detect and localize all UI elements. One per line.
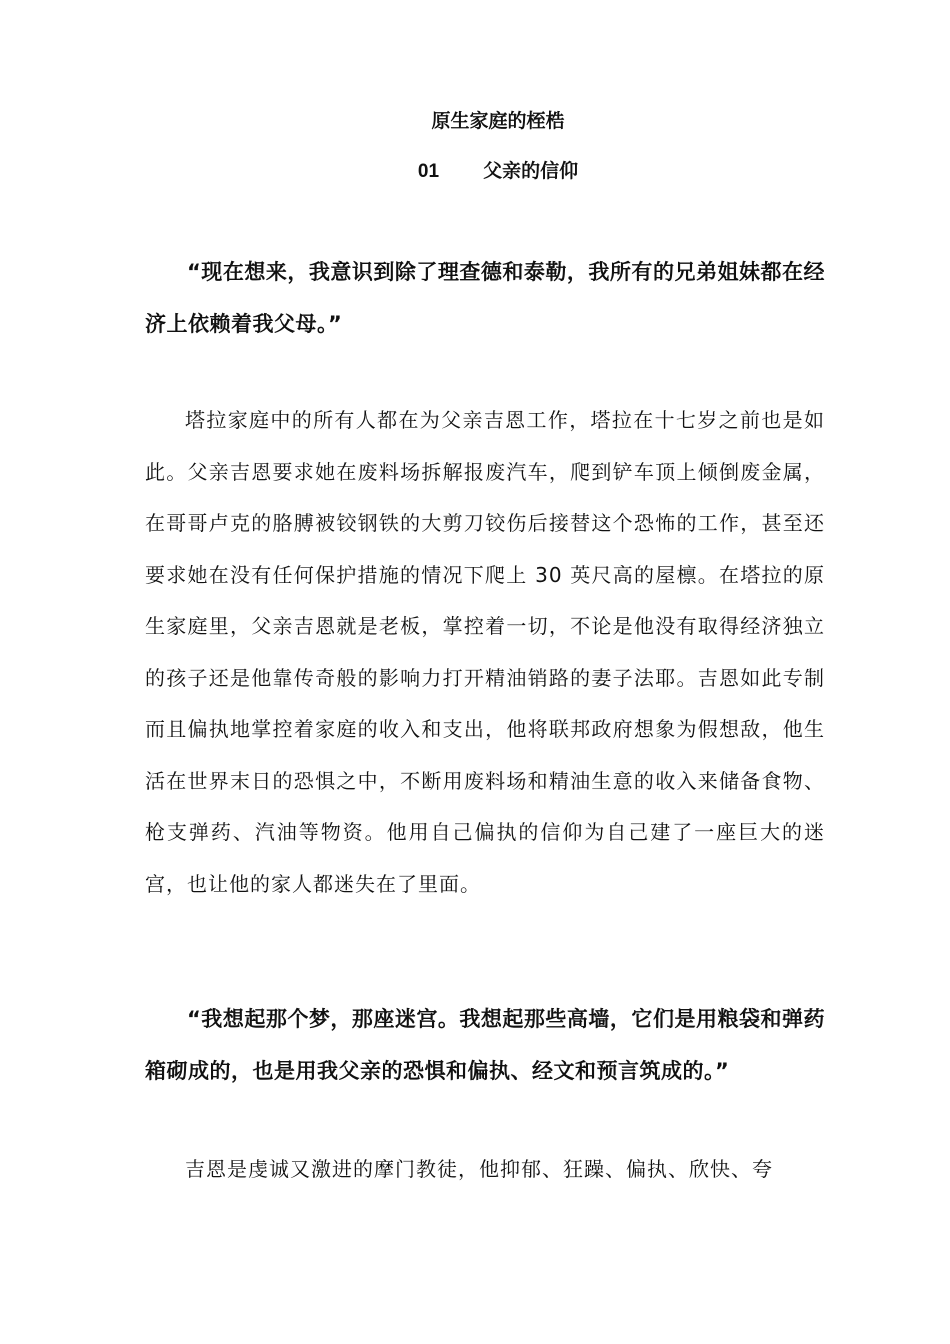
body-paragraph-1: 塔拉家庭中的所有人都在为父亲吉恩工作，塔拉在十七岁之前也是如此。父亲吉恩要求她在废料场拆解报废汽车，爬到铲车顶上倾倒废金属，在哥哥卢克的胳膊被铰钢铁的大剪刀铰伤后接替这个恐怖的工作，甚至还要求她在没有任何保护措施的情况下爬上 30 英尺高的屋檩。在塔拉的原生家庭里，父亲吉恩就是老板，掌控着一切，不论是他没有取得经济独立的孩子还是他靠传奇般的影响力打开精油销路的妻子法耶。吉恩如此专制而且偏执地掌控着家庭的收入和支出，他将联邦政府想象为假想敌，他生活在世界末日的恐惧之中，不断用废料场和精油生意的收入来储备食物、枪支弹药、汽油等物资。他用自己偏执的信仰为自己建了一座巨大的迷宫，也让他的家人都迷失在了里面。 xyxy=(145,408,825,896)
section-title: 父亲的信仰 xyxy=(483,160,579,182)
quote-block-2: “我想起那个梦，那座迷宫。我想起那些高墙，它们是用粮袋和弹药箱砌成的，也是用我父亲的恐惧和偏执、经文和预言筑成的。” xyxy=(145,1007,825,1083)
section-number: 01 xyxy=(417,161,440,182)
quote-block-1: “现在想来，我意识到除了理查德和泰勒，我所有的兄弟姐妹都在经济上依赖着我父母。” xyxy=(145,260,825,336)
document-title: 原生家庭的桎梏 xyxy=(431,110,565,132)
body-paragraph-2: 吉恩是虔诚又激进的摩门教徒，他抑郁、狂躁、偏执、欣快、夸 xyxy=(185,1157,773,1181)
section-heading xyxy=(0,156,950,187)
